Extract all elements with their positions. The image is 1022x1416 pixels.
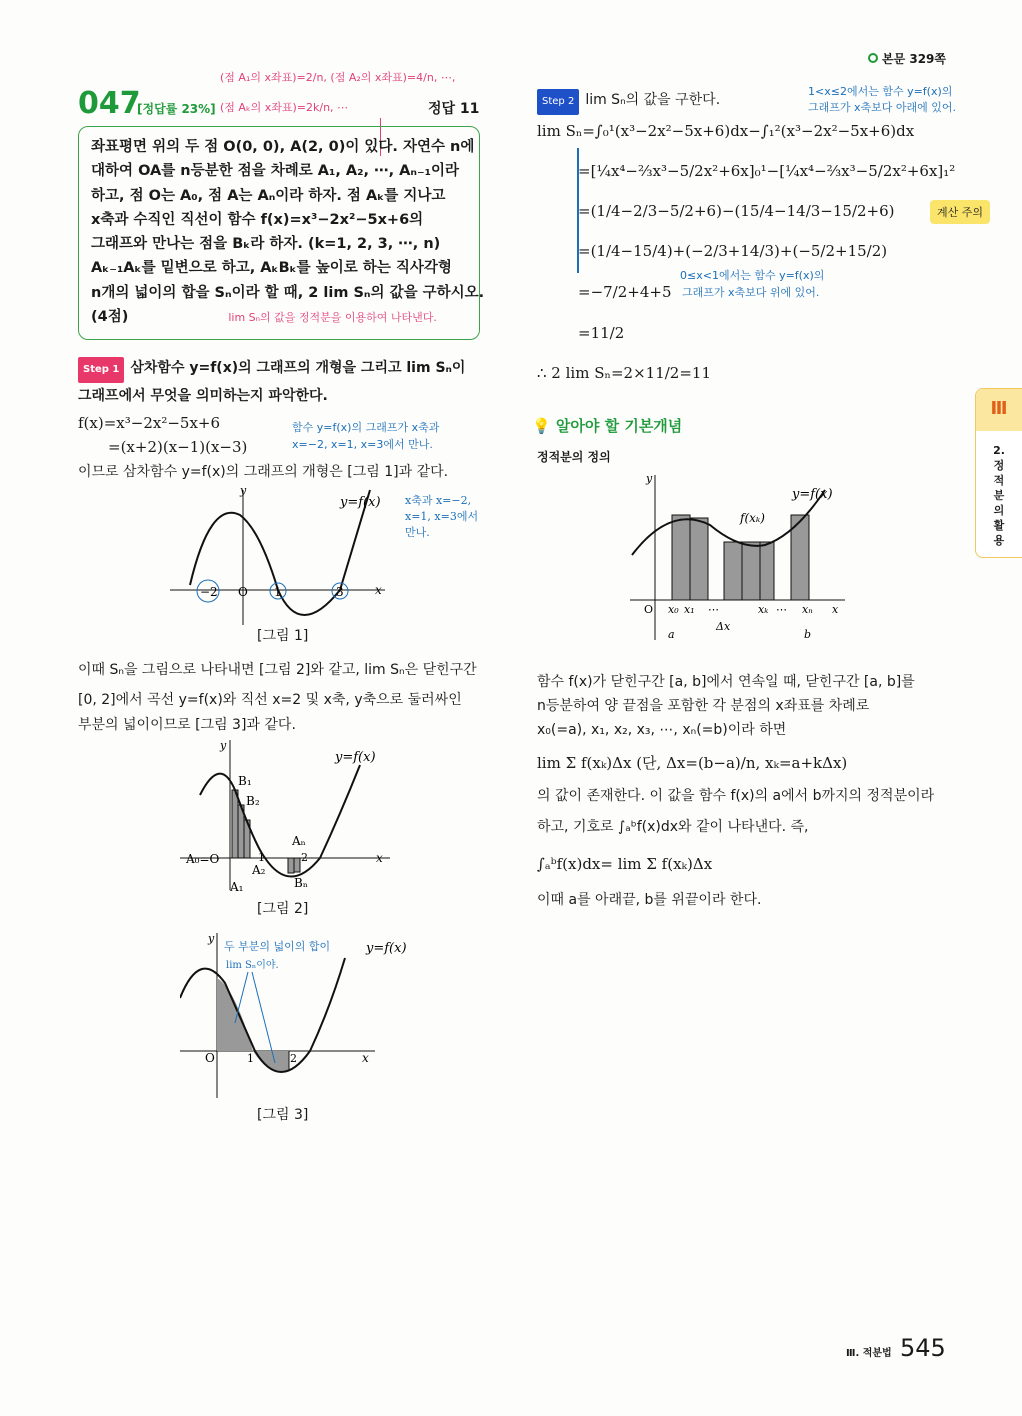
step1-title2: 그래프에서 무엇을 의미하는지 파악한다. [78,388,328,404]
func-label: y=f(x) [792,487,833,502]
tick-label: 1 [247,1052,254,1065]
calc-line: =[¼x⁴−⅔x³−5/2x²+6x]₀¹−[¼x⁴−⅔x³−5/2x²+6x]₁² [578,162,956,180]
fig-note: 만나. [405,526,430,539]
cubic-curve [200,765,360,877]
fxk-label: f(xₖ) [740,511,765,525]
step1-title [78,356,465,383]
tick-label: xₙ [802,603,813,616]
points: (4점) [91,309,129,326]
problem-number: 047 [78,86,141,121]
concept-subtitle: 정적분의 정의 [537,450,611,464]
step1-para: 부분의 넓이이므로 [그림 3]과 같다. [78,717,296,733]
delta-label: Δx [716,620,731,633]
step1-title-text: 삼차함수 y=f(x)의 그래프의 개형을 그리고 lim Sₙ이 [130,360,466,376]
ref-text: 본문 329쪽 [882,52,947,66]
note2: x=−2, x=1, x=3에서 만나. [292,438,433,451]
tick-label: 1 [274,585,282,599]
step2-title [537,88,720,115]
shaded-area [217,978,253,1051]
note-a: 그래프가 x축보다 아래에 있어. [808,101,957,114]
tick-label: b [804,628,812,641]
x-label: x [375,583,382,597]
page-number: 545 [900,1334,946,1362]
calc-line: lim Sₙ=∫₀¹(x³−2x²−5x+6)dx−∫₁²(x³−2x²−5x+6)dx [537,122,915,140]
point-label: B₂ [246,794,260,808]
tick-label: ⋯ [776,603,787,616]
problem-line: x축과 수직인 직선이 함수 f(x)=x³−2x²−5x+6의 [91,211,424,228]
point-label: B₁ [238,774,252,788]
y-label: y [220,739,227,752]
point-label: A₂ [252,863,266,877]
rectangle [690,518,708,600]
rectangle [288,858,294,873]
tick-label: x₀ [668,603,679,616]
step1-badge: Step 1 [78,357,124,383]
y-label: y [646,472,653,485]
problem-line: Aₖ₋₁Aₖ를 밑변으로 하고, AₖBₖ를 높이로 하는 직사각형 [91,260,452,277]
step1-line3: 이므로 삼차함수 y=f(x)의 그래프의 개형은 [그림 1]과 같다. [78,464,449,480]
func-label: y=f(x) [340,495,381,510]
concept-formula: ∫ₐᵇf(x)dx= lim Σ f(xₖ)Δx [537,855,713,873]
tick-label: x₁ [684,603,695,616]
fig1-caption: [그림 1] [257,628,309,644]
y-label: y [208,932,215,945]
point-label: Bₙ [294,876,309,890]
conclusion: ∴ 2 lim Sₙ=2×11/2=11 [537,364,711,382]
point-label: A₁ [230,880,244,894]
problem-line: 그래프와 만나는 점을 Bₖ라 하자. (k=1, 2, 3, ⋯, n) [91,236,441,253]
func-label: y=f(x) [366,941,407,956]
tick-label: O [205,1051,215,1065]
x-label: x [376,851,383,865]
x-label: x [832,603,839,616]
calc-line: =(1/4−15/4)+(−2/3+14/3)+(−5/2+15/2) [578,242,888,260]
problem-line: 하고, 점 O는 A₀, 점 A는 Aₙ이라 하자. 점 Aₖ를 지나고 [91,187,446,204]
note-b: 0≤x<1에서는 함수 y=f(x)의 [680,269,825,282]
note1: 함수 y=f(x)의 그래프가 x축과 [292,421,440,434]
hint-bottom: lim Sₙ의 값을 정적분을 이용하여 나타낸다. [228,311,437,325]
caution-badge: 계산 주의 [930,200,990,224]
figure-2 [180,735,400,895]
concept-figure [620,470,850,645]
tick-label: 1 [258,851,265,864]
concept-title-text: 알아야 할 기본개념 [555,417,683,435]
concept-line: 하고, 기호로 ∫ₐᵇf(x)dx와 같이 나타낸다. 즉, [537,819,809,835]
page-reference [868,50,946,67]
rectangle [232,790,238,858]
chapter-side-tab[interactable] [975,388,1022,558]
concept-line: 함수 f(x)가 닫힌구간 [a, b]에서 연속일 때, 닫힌구간 [a, b]를 [537,674,915,690]
chapter-label: 2. 정적분의 활용 [993,444,1005,547]
step2-title-text: lim Sₙ의 값을 구한다. [585,92,721,108]
concept-line: x₀(=a), x₁, x₂, x₃, ⋯, xₙ(=b)이라 하면 [537,722,787,738]
concept-title [532,415,682,436]
fig-note: lim Sₙ이야. [226,960,279,971]
pointer-line [252,972,275,1063]
problem-box [78,126,485,340]
tick-label: xₖ [758,603,769,616]
lightbulb-icon: 💡 [532,417,551,435]
rectangle [294,858,300,872]
hint-top: (점 A₁의 x좌표)=2/n, (점 A₂의 x좌표)=4/n, ⋯, [220,71,456,84]
answer: 정답 11 [428,101,480,117]
fig-note: 두 부분의 넓이의 합이 [224,940,331,953]
func-label: y=f(x) [335,750,376,765]
figure-3 [180,928,430,1103]
note-b: 그래프가 x축보다 위에 있어. [682,286,820,299]
problem-line: 대하여 OA를 n등분한 점을 차례로 A₁, A₂, ⋯, Aₙ₋₁이라 [91,163,459,180]
step1-para: [0, 2]에서 곡선 y=f(x)와 직선 x=2 및 x축, y축으로 둘러싸인 [78,692,462,708]
calc-line: =(1/4−2/3−5/2+6)−(15/4−14/3−15/2+6) [578,202,895,220]
point-label: A₀=O [186,852,220,866]
step1-para: 이때 Sₙ을 그림으로 나타내면 [그림 2]와 같고, lim Sₙ은 닫힌구간 [78,662,477,678]
step2-badge: Step 2 [537,89,579,115]
calc-line: =11/2 [578,324,625,342]
rectangle [760,542,774,600]
problem-line: 좌표평면 위의 두 점 O(0, 0), A(2, 0)이 있다. 자연수 n에 [91,139,475,155]
figure-1 [160,480,490,630]
rectangle [672,515,690,600]
calc-line: =−7/2+4+5 [578,283,672,301]
point-label: Aₙ [292,834,306,848]
tick-label: O [644,603,654,616]
correct-rate: [정답률 23%] [137,102,216,116]
eq1: f(x)=x³−2x²−5x+6 [78,414,221,432]
fig-note: x=1, x=3에서 [405,510,479,523]
tick-label: ⋯ [708,603,719,616]
bracket-line [577,148,579,273]
fig2-caption: [그림 2] [257,901,309,917]
tick-label: a [668,628,675,641]
rectangle [724,542,742,600]
tick-label: −2 [200,585,218,599]
fig3-caption: [그림 3] [257,1107,309,1123]
fig-note: x축과 x=−2, [405,494,472,507]
chapter-roman: Ⅲ [976,389,1022,431]
problem-line: n개의 넓이의 합을 Sₙ이라 할 때, 2 lim Sₙ의 값을 구하시오. [91,284,485,301]
concept-formula: lim Σ f(xₖ)Δx (단, Δx=(b−a)/n, xₖ=a+kΔx) [537,754,848,772]
tick-label: O [238,585,248,599]
rectangle [742,542,760,600]
tick-label: 2 [290,1052,297,1065]
concept-line: 의 값이 존재한다. 이 값을 함수 f(x)의 a에서 b까지의 정적분이라 [537,788,935,804]
tick-label: 3 [336,585,344,599]
concept-line: n등분하여 양 끝점을 포함한 각 분점의 x좌표를 차례로 [537,698,870,714]
footer-chapter: Ⅲ. 적분법 [846,1348,892,1359]
circle-icon [868,53,878,63]
note-a: 1<x≤2에서는 함수 y=f(x)의 [808,85,953,98]
tick-label: 2 [301,851,308,864]
concept-line: 이때 a를 아래끝, b를 위끝이라 한다. [537,892,762,908]
eq2: =(x+2)(x−1)(x−3) [108,438,248,456]
x-label: x [362,1051,369,1065]
y-label: y [240,484,247,497]
pointer-line [235,972,248,1023]
hint-mid: (점 Aₖ의 x좌표)=2k/n, ⋯ [220,101,349,114]
